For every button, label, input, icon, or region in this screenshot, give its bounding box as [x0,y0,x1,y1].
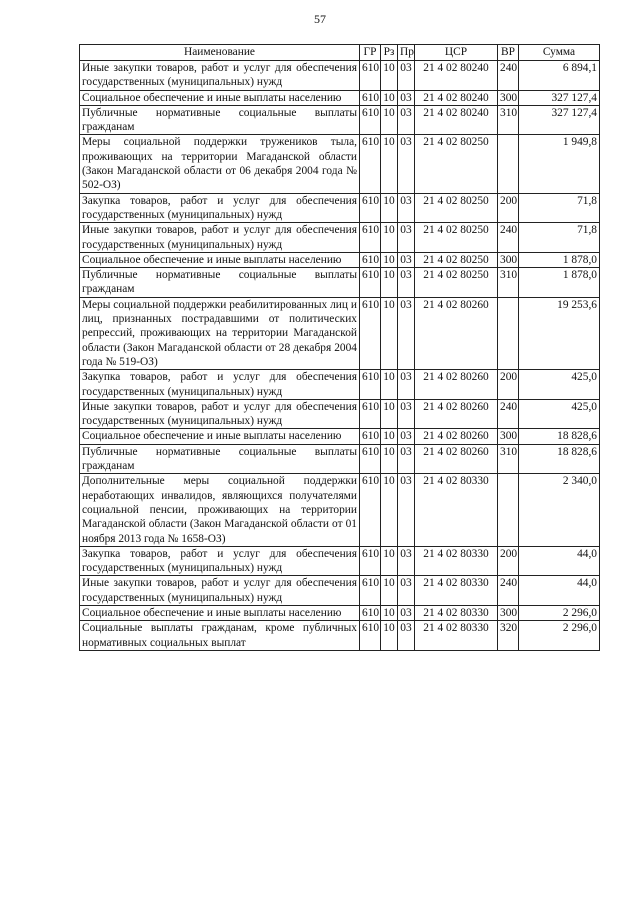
cell-gr: 610 [360,370,381,400]
cell-csr: 21 4 02 80330 [415,621,498,651]
table-row [80,370,600,400]
cell-gr: 610 [360,429,381,444]
cell-vr: 300 [498,605,519,620]
cell-csr: 21 4 02 80260 [415,399,498,429]
cell-name: Публичные нормативные социальные выплаты гражданам [80,105,360,135]
cell-csr: 21 4 02 80250 [415,252,498,267]
cell-pr: 03 [398,297,415,369]
cell-vr: 300 [498,90,519,105]
cell-vr: 320 [498,621,519,651]
cell-csr: 21 4 02 80260 [415,429,498,444]
cell-pr: 03 [398,223,415,253]
cell-csr: 21 4 02 80240 [415,61,498,91]
cell-rz: 10 [381,621,398,651]
table-row [80,193,600,223]
cell-vr: 310 [498,105,519,135]
cell-csr: 21 4 02 80240 [415,90,498,105]
page-number: 57 [314,12,326,26]
cell-sum: 2 296,0 [519,621,600,651]
cell-rz: 10 [381,252,398,267]
cell-name: Иные закупки товаров, работ и услуг для обеспечения государственных (муниципальных) нужд [80,223,360,253]
cell-rz: 10 [381,90,398,105]
cell-sum: 425,0 [519,370,600,400]
cell-vr: 310 [498,268,519,298]
cell-gr: 610 [360,444,381,474]
table-header-row [80,45,600,61]
cell-name: Иные закупки товаров, работ и услуг для обеспечения государственных (муниципальных) нужд [80,576,360,606]
cell-sum: 327 127,4 [519,105,600,135]
cell-rz: 10 [381,297,398,369]
cell-pr: 03 [398,370,415,400]
table-body [80,61,600,651]
cell-csr: 21 4 02 80260 [415,297,498,369]
table-row [80,135,600,193]
table-row [80,61,600,91]
cell-vr: 240 [498,576,519,606]
cell-gr: 610 [360,268,381,298]
cell-gr: 610 [360,223,381,253]
cell-rz: 10 [381,223,398,253]
cell-vr: 300 [498,252,519,267]
cell-name: Иные закупки товаров, работ и услуг для обеспечения государственных (муниципальных) нужд [80,61,360,91]
cell-gr: 610 [360,105,381,135]
cell-pr: 03 [398,576,415,606]
cell-vr: 200 [498,370,519,400]
cell-sum: 44,0 [519,576,600,606]
cell-rz: 10 [381,61,398,91]
cell-sum: 18 828,6 [519,444,600,474]
cell-rz: 10 [381,546,398,576]
cell-pr: 03 [398,90,415,105]
cell-name: Социальное обеспечение и иные выплаты населению [80,429,360,444]
cell-sum: 6 894,1 [519,61,600,91]
cell-pr: 03 [398,546,415,576]
cell-sum: 327 127,4 [519,90,600,105]
cell-gr: 610 [360,605,381,620]
cell-csr: 21 4 02 80250 [415,268,498,298]
cell-vr: 240 [498,223,519,253]
cell-vr [498,474,519,546]
cell-pr: 03 [398,105,415,135]
cell-rz: 10 [381,105,398,135]
cell-name: Меры социальной поддержки реабилитированных лиц и лиц, признанных пострадавшими от политических репрессий, проживающих на территории Магаданской области (Закон Магаданской области от 28 декабря 2004 года № 519-ОЗ) [80,297,360,369]
cell-vr: 240 [498,61,519,91]
table-row [80,621,600,651]
cell-gr: 610 [360,193,381,223]
cell-vr: 240 [498,399,519,429]
cell-pr: 03 [398,429,415,444]
cell-sum: 44,0 [519,546,600,576]
cell-pr: 03 [398,193,415,223]
table-row [80,105,600,135]
table-row [80,546,600,576]
cell-rz: 10 [381,474,398,546]
cell-csr: 21 4 02 80240 [415,105,498,135]
cell-sum: 71,8 [519,223,600,253]
cell-rz: 10 [381,399,398,429]
cell-name: Закупка товаров, работ и услуг для обеспечения государственных (муниципальных) нужд [80,193,360,223]
cell-csr: 21 4 02 80330 [415,474,498,546]
cell-pr: 03 [398,444,415,474]
cell-gr: 610 [360,621,381,651]
cell-sum: 19 253,6 [519,297,600,369]
table-row [80,268,600,298]
cell-pr: 03 [398,135,415,193]
cell-csr: 21 4 02 80260 [415,444,498,474]
cell-vr [498,297,519,369]
cell-gr: 610 [360,61,381,91]
table-row [80,429,600,444]
table-row [80,474,600,546]
table-row [80,444,600,474]
cell-vr: 200 [498,193,519,223]
cell-rz: 10 [381,135,398,193]
table-row [80,223,600,253]
cell-pr: 03 [398,61,415,91]
table-row [80,252,600,267]
cell-csr: 21 4 02 80330 [415,546,498,576]
header-pr: Пр [398,45,415,61]
cell-sum: 71,8 [519,193,600,223]
cell-name: Меры социальной поддержки тружеников тыла, проживающих на территории Магаданской области (Закон Магаданской области от 06 декабря 2004 года № 502-ОЗ) [80,135,360,193]
cell-sum: 425,0 [519,399,600,429]
cell-rz: 10 [381,268,398,298]
header-sum: Сумма [519,45,600,61]
cell-name: Публичные нормативные социальные выплаты гражданам [80,444,360,474]
cell-gr: 610 [360,252,381,267]
cell-rz: 10 [381,444,398,474]
cell-pr: 03 [398,621,415,651]
cell-csr: 21 4 02 80330 [415,576,498,606]
cell-gr: 610 [360,576,381,606]
cell-gr: 610 [360,90,381,105]
cell-pr: 03 [398,399,415,429]
budget-table [79,44,600,651]
cell-rz: 10 [381,193,398,223]
cell-vr: 310 [498,444,519,474]
cell-csr: 21 4 02 80330 [415,605,498,620]
table-row [80,576,600,606]
cell-csr: 21 4 02 80250 [415,223,498,253]
cell-pr: 03 [398,474,415,546]
cell-gr: 610 [360,297,381,369]
cell-rz: 10 [381,429,398,444]
cell-sum: 2 340,0 [519,474,600,546]
cell-sum: 1 949,8 [519,135,600,193]
cell-name: Закупка товаров, работ и услуг для обеспечения государственных (муниципальных) нужд [80,370,360,400]
cell-name: Публичные нормативные социальные выплаты гражданам [80,268,360,298]
table-row [80,297,600,369]
cell-name: Иные закупки товаров, работ и услуг для обеспечения государственных (муниципальных) нужд [80,399,360,429]
cell-rz: 10 [381,605,398,620]
cell-name: Социальное обеспечение и иные выплаты населению [80,252,360,267]
cell-sum: 18 828,6 [519,429,600,444]
cell-sum: 1 878,0 [519,252,600,267]
header-gr: ГР [360,45,381,61]
cell-sum: 1 878,0 [519,268,600,298]
cell-name: Социальное обеспечение и иные выплаты населению [80,90,360,105]
cell-gr: 610 [360,546,381,576]
cell-name: Социальное обеспечение и иные выплаты населению [80,605,360,620]
cell-gr: 610 [360,399,381,429]
table-row [80,90,600,105]
cell-name: Социальные выплаты гражданам, кроме публичных нормативных социальных выплат [80,621,360,651]
cell-pr: 03 [398,252,415,267]
cell-csr: 21 4 02 80250 [415,193,498,223]
cell-gr: 610 [360,474,381,546]
cell-gr: 610 [360,135,381,193]
cell-vr: 200 [498,546,519,576]
header-name: Наименование [80,45,360,61]
cell-rz: 10 [381,370,398,400]
cell-pr: 03 [398,268,415,298]
cell-vr: 300 [498,429,519,444]
cell-name: Дополнительные меры социальной поддержки неработающих инвалидов, являющихся получателями социальной пенсии, проживающих на территории Магаданской области (Закон Магаданской области от 01 ноября 2013 года № 1658-ОЗ) [80,474,360,546]
cell-pr: 03 [398,605,415,620]
cell-rz: 10 [381,576,398,606]
cell-vr [498,135,519,193]
cell-csr: 21 4 02 80260 [415,370,498,400]
cell-name: Закупка товаров, работ и услуг для обеспечения государственных (муниципальных) нужд [80,546,360,576]
table-row [80,605,600,620]
cell-csr: 21 4 02 80250 [415,135,498,193]
header-csr: ЦСР [415,45,498,61]
header-vr: ВР [498,45,519,61]
table-row [80,399,600,429]
header-rz: Рз [381,45,398,61]
cell-sum: 2 296,0 [519,605,600,620]
